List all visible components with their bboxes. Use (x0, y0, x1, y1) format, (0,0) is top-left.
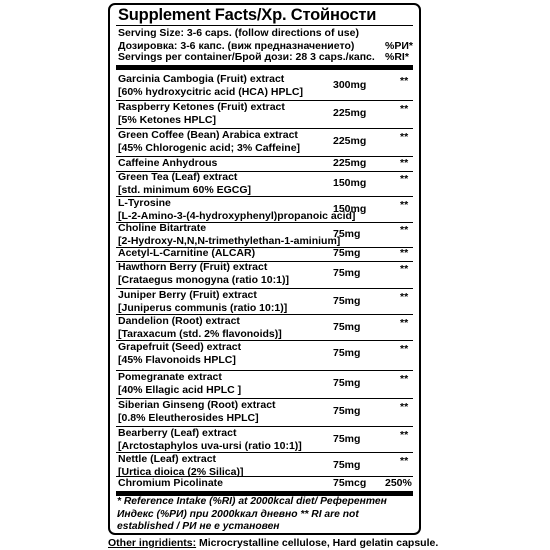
panel-title: Supplement Facts/Хр. Стойности (118, 6, 377, 24)
nutrient-amount: 75mg (333, 459, 361, 471)
nutrient-name-line: Dandelion (Root) extract (118, 315, 240, 327)
nutrient-detail-line: [5% Ketones HPLC] (118, 114, 217, 126)
nutrient-detail-line: [std. minimum 60% EGCG] (118, 184, 252, 196)
nutrient-amount: 75mg (333, 267, 361, 279)
nutrient-name-line: Pomegranate extract (118, 371, 222, 383)
nutrient-name-line: Juniper Berry (Fruit) extract (118, 289, 257, 301)
nutrient-name-line: Siberian Ginseng (Root) extract (118, 399, 276, 411)
title-divider (116, 25, 413, 26)
nutrient-name (118, 399, 276, 425)
nutrient-amount: 75mg (333, 433, 361, 445)
nutrient-ri: ** (400, 401, 409, 413)
other-ingredients-label: Other ingridients: (108, 537, 197, 549)
nutrient-amount: 75mg (333, 228, 361, 240)
nutrient-detail-line: [2-Hydroxy-N,N,N-trimethylethan-1-aminium] (118, 235, 341, 247)
nutrient-name (118, 247, 255, 260)
nutrient-detail-line: [0.8% Eleutherosides HPLC] (118, 412, 259, 424)
nutrient-name (118, 477, 223, 490)
nutrient-ri: ** (400, 199, 409, 211)
nutrient-amount: 75mcg (333, 477, 367, 489)
nutrient-name (118, 289, 287, 315)
other-ingredients (108, 537, 438, 549)
nutrient-amount: 75mg (333, 321, 361, 333)
nutrient-name (118, 315, 282, 341)
nutrient-detail-line: [Urtica dioica (2% Silica)] (118, 466, 244, 478)
nutrient-detail-line: [Arctostaphylos uva-ursi (ratio 10:1)] (118, 440, 302, 452)
nutrient-name-line: Choline Bitartrate (118, 222, 207, 234)
nutrient-detail-line: [Taraxacum (std. 2% flavonoids)] (118, 328, 282, 340)
nutrient-ri: ** (400, 455, 409, 467)
nutrient-detail-line: [40% Ellagic acid HPLC ] (118, 384, 242, 396)
nutrient-ri: ** (400, 247, 409, 259)
nutrient-amount: 225mg (333, 157, 367, 169)
nutrient-amount: 225mg (333, 135, 367, 147)
nutrient-ri: ** (400, 263, 409, 275)
nutrient-name-line: Chromium Picolinate (118, 477, 224, 489)
nutrient-name (118, 371, 241, 397)
nutrient-name (118, 129, 300, 155)
nutrient-amount: 75mg (333, 377, 361, 389)
nutrient-name (118, 261, 289, 287)
nutrient-detail-line: [L-2-Amino-3-(4-hydroxyphenyl)propanoic acid] (118, 210, 356, 222)
reference-intake-footnote: * Reference Intake (%RI) at 2000kcal diet/ Референтен Индекс (%РИ) при 2000kкал дневно ** RI are not established / РИ не е установен (117, 496, 387, 532)
nutrient-amount: 75mg (333, 295, 361, 307)
nutrient-ri: 250% (385, 477, 412, 489)
nutrient-name-line: Grapefruit (Seed) extract (118, 341, 242, 353)
servings-per-container: Servings per container/Брой дози: 28 3 caps./капс. (118, 51, 375, 63)
nutrient-detail-line: [Crataegus monogyna (ratio 10:1)] (118, 274, 289, 286)
nutrient-name-line: Green Coffee (Bean) Arabica extract (118, 129, 298, 141)
nutrient-name-line: Nettle (Leaf) extract (118, 453, 217, 465)
nutrient-name-line: Acetyl-L-Carnitine (ALCAR) (118, 247, 256, 259)
nutrient-name-line: Caffeine Anhydrous (118, 157, 218, 169)
nutrient-name-line: Green Tea (Leaf) extract (118, 171, 238, 183)
nutrient-name (118, 341, 241, 367)
supplement-facts-panel (108, 3, 421, 535)
nutrient-ri: ** (400, 317, 409, 329)
nutrient-ri: ** (400, 429, 409, 441)
nutrient-name-line: Raspberry Ketones (Fruit) extract (118, 101, 285, 113)
nutrient-name (118, 101, 285, 127)
nutrient-name (118, 73, 303, 99)
nutrient-ri: ** (400, 224, 409, 236)
nutrient-ri: ** (400, 103, 409, 115)
nutrient-name-line: L-Tyrosine (118, 197, 171, 209)
nutrient-ri: ** (400, 343, 409, 355)
serving-size-bg: Дозировка: 3-6 капс. (виж предназначението) (118, 40, 355, 52)
other-ingredients-value: Microcrystalline cellulose, Hard gelatin capsule. (196, 537, 439, 549)
nutrient-detail-line: [60% hydroxycitric acid (HCA) HPLC] (118, 86, 303, 98)
ri-header-en: %RI* (385, 51, 409, 63)
nutrient-name-line: Garcinia Cambogia (Fruit) extract (118, 73, 285, 85)
nutrient-ri: ** (400, 131, 409, 143)
ri-header-bg: %РИ* (385, 40, 413, 52)
nutrient-ri: ** (400, 291, 409, 303)
nutrient-ri: ** (400, 173, 409, 185)
nutrient-detail-line: [45% Chlorogenic acid; 3% Caffeine] (118, 142, 301, 154)
nutrient-name (118, 427, 302, 453)
nutrient-amount: 300mg (333, 79, 367, 91)
nutrient-name-line: Bearberry (Leaf) extract (118, 427, 237, 439)
nutrient-name (118, 157, 217, 170)
nutrient-amount: 75mg (333, 405, 361, 417)
serving-size: Serving Size: 3-6 caps. (follow directions of use) (118, 27, 359, 39)
nutrient-name (118, 171, 251, 197)
nutrient-ri: ** (400, 373, 409, 385)
nutrient-amount: 150mg (333, 203, 367, 215)
header-thick-divider (116, 65, 413, 70)
nutrient-ri: ** (400, 157, 409, 169)
nutrient-name-line: Hawthorn Berry (Fruit) extract (118, 261, 268, 273)
nutrient-amount: 225mg (333, 107, 367, 119)
nutrient-amount: 150mg (333, 177, 367, 189)
nutrient-detail-line: [45% Flavonoids HPLC] (118, 354, 236, 366)
nutrient-amount: 75mg (333, 247, 361, 259)
nutrient-name (118, 222, 340, 248)
nutrient-amount: 75mg (333, 347, 361, 359)
nutrient-name (118, 197, 355, 223)
nutrient-ri: ** (400, 75, 409, 87)
nutrient-detail-line: [Juniperus communis (ratio 10:1)] (118, 302, 288, 314)
